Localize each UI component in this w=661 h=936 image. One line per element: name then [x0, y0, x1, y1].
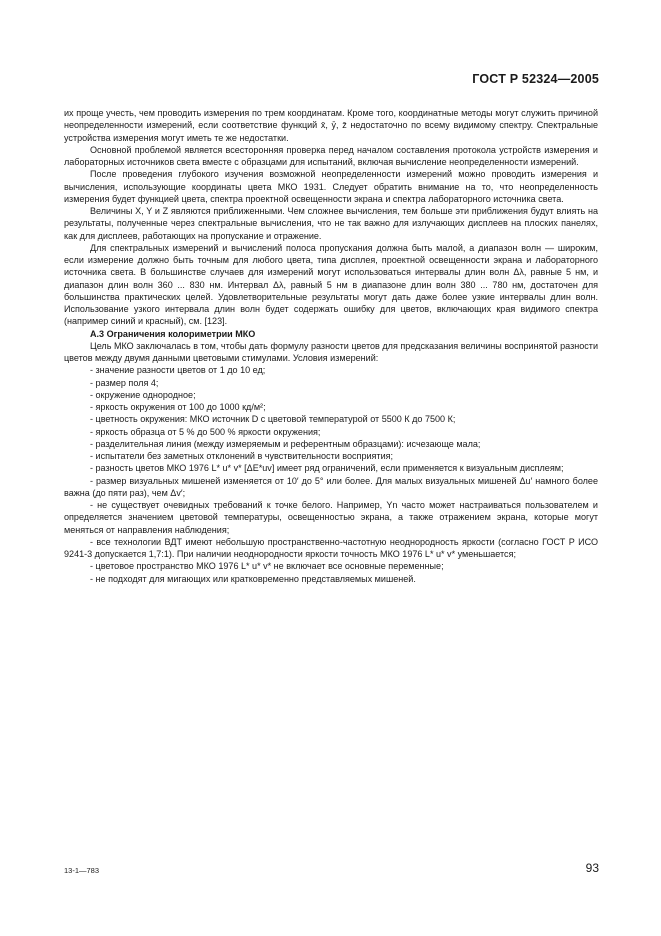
section-intro: Цель МКО заключалась в том, чтобы дать формулу разности цветов для предсказания величины воспринятой разности цветов между двумя данными цветовыми стимулами. Условия измерений: — [64, 340, 598, 363]
list-item: - испытатели без заметных отклонений в чувствительности восприятия; — [90, 451, 394, 461]
list-item: - окружение однородное; — [90, 389, 196, 400]
paragraph-after-study: После проведения глубокого изучения возможной неопределенности измерений можно проводить измерения и вычисления, использующие координаты цвета МКО 1931. Следует обратить внимание на то, что неопределенность измерения будет функцией цвета, спектра проектной освещенности экрана и спектра лабораторного источника света. — [64, 169, 598, 204]
list-item: - размер визуальных мишеней изменяется от 10′ до 5° или более. Для малых визуальных мишеней Δu′ намного более важна (до пяти раз), чем Δv′; — [64, 475, 598, 498]
paragraph-xyz-approx: Величины X, Y и Z являются приближенными. Чем сложнее вычисления, тем больше эти приближения будут влиять на результаты, полученные через спектральные вычисления, что не так важно для излучающих дисплеев на плоских панелях, как для дисплеев, работающих на пропускание и отражение. — [64, 206, 598, 241]
list-item: - разность цветов МКО 1976 L* u* v* [ΔE*uv] имеет ряд ограничений, если применяется к визуальным дисплеям; — [90, 463, 564, 474]
list-item: - не подходят для мигающих или кратковременно представляемых мишеней. — [90, 573, 416, 584]
list-item: - значение разности цветов от 1 до 10 ед; — [90, 365, 266, 376]
list-item: - яркость образца от 5 % до 500 % яркости окружения; — [90, 426, 321, 437]
page-body — [64, 107, 598, 585]
list-item: - цветность окружения: МКО источник D с цветовой температурой от 5500 К до 7500 К; — [90, 414, 456, 425]
paragraph-continuation: их проще учесть, чем проводить измерения по трем координатам. Кроме того, координатные методы могут служить причиной неопределенности измерений, если соответствие функций x̄, ȳ, z̄ недостаточно по всему видимому спектру. Спектральные устройства измерения могут иметь те же недостатки. — [64, 108, 598, 143]
list-item: - разделительная линия (между измеряемым и референтным образцами): исчезающе мала; — [90, 438, 481, 449]
page-number: 93 — [585, 861, 599, 875]
list-item: - размер поля 4; — [90, 377, 159, 388]
list-item: - все технологии ВДТ имеют небольшую пространственно-частотную неоднородность яркости (согласно ГОСТ Р ИСО 9241-3 допускается 1,7:1). При наличии неоднородности яркости точность МКО 1976 L* u* v* уменьшается; — [64, 536, 598, 559]
list-item: - не существует очевидных требований к точке белого. Например, Yn часто может настраиваться пользователем и определяется значением цветовой температуры, освещенностью экрана, а также отражением экрана, которые могут меняться от направления наблюдения; — [64, 500, 598, 535]
paragraph-main-problem: Основной проблемой является всесторонняя проверка перед началом составления протокола устройств измерения и лабораторных источников света вместе с образцами для испытаний, включая вычисление неопределенности измерений. — [64, 144, 598, 167]
print-code: 13-1—783 — [64, 866, 100, 875]
document-header: ГОСТ Р 52324—2005 — [472, 72, 599, 86]
paragraph-spectral-measurements: Для спектральных измерений и вычислений полоса пропускания должна быть малой, а диапазон волн — широким, если измерение должно быть точным для любого цвета, типа дисплея, проектной освещенности экрана и лабораторного источника света. В большинстве случаев для измерений могут использоваться интервалы длин волн Δλ, равные 5 нм, и диапазон длин волн 360 ... 830 нм. Интервал Δλ, равный 5 нм в диапазоне длин волн 380 ... 780 нм, достаточен для большинства практических целей. Удовлетворительные результаты могут дать даже более узкие интервалы длин волн. Использование узкого интервала длин волн будет содержать ошибку для цветов, включающих края видимого спектра (например синий и красный), см. [123]. — [64, 242, 598, 327]
list-item: - цветовое пространство МКО 1976 L* u* v* не включает все основные переменные; — [90, 561, 444, 572]
list-item: - яркость окружения от 100 до 1000 кд/м²; — [90, 402, 266, 412]
section-heading: А.3 Ограничения колориметрии МКО — [90, 328, 256, 339]
